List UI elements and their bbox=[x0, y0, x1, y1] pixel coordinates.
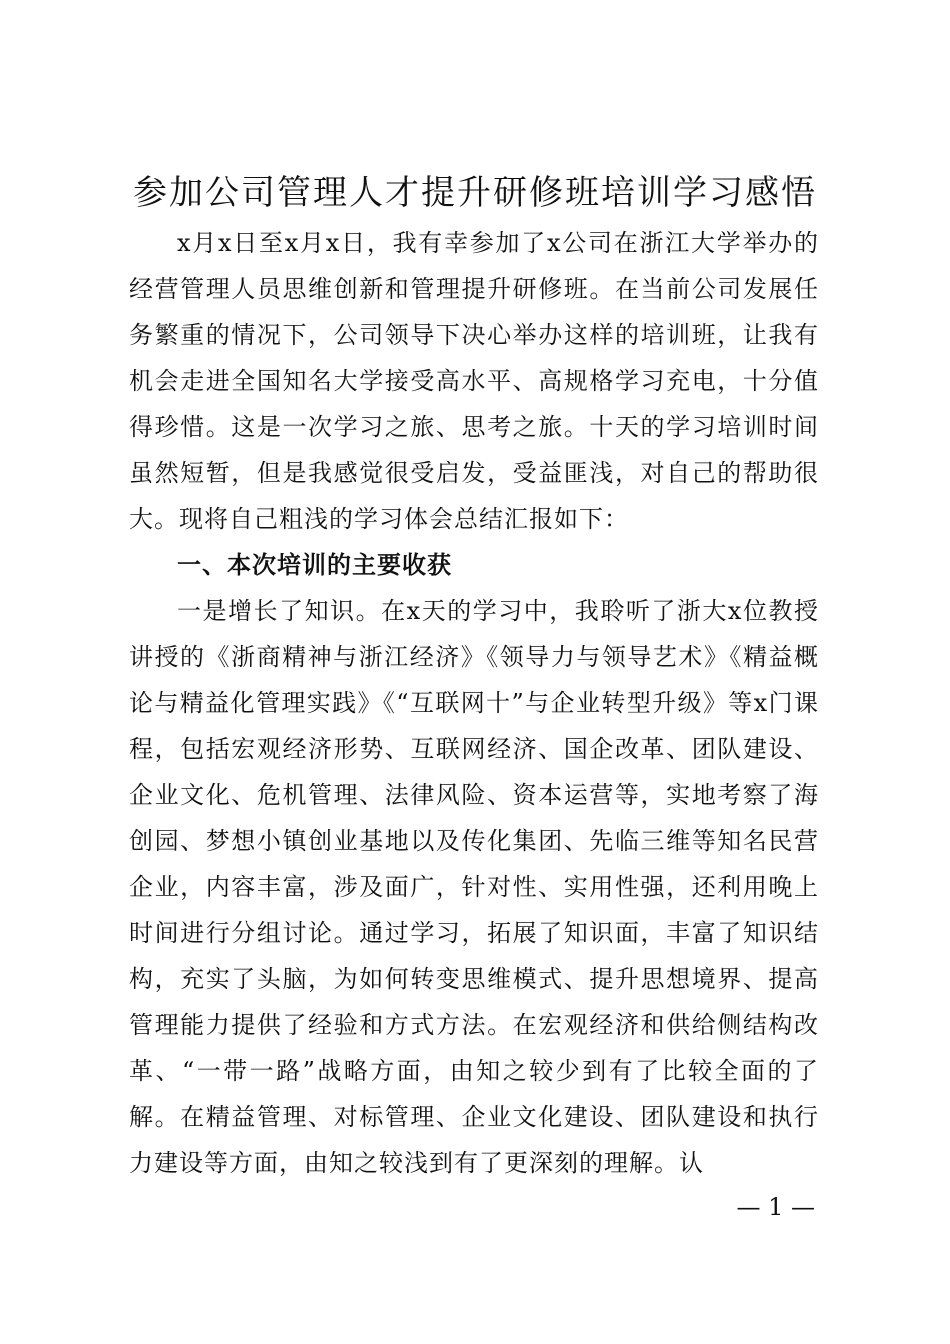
page-number: — 1 — bbox=[736, 1193, 815, 1221]
section-paragraph: 一是增长了知识。在x天的学习中，我聆听了浙大x位教授讲授的《浙商精神与浙江经济》《领导力与领导艺术》《精益概论与精益化管理实践》《“互联网十”与企业转型升级》等x门课程，包括宏观经济形势、互联网经济、国企改革、团队建设、企业文化、危机管理、法律风险、资本运营等，实地考察了海创园、梦想小镇创业基地以及传化集团、先临三维等知名民营企业，内容丰富，涉及面广，针对性、实用性强，还利用晚上时间进行分组讨论。通过学习，拓展了知识面，丰富了知识结构，充实了头脑，为如何转变思维模式、提升思想境界、提高管理能力提供了经验和方式方法。在宏观经济和供给侧结构改革、“一带一路”战略方面，由知之较少到有了比较全面的了解。在精益管理、对标管理、企业文化建设、团队建设和执行力建设等方面，由知之较浅到有了更深刻的理解。认 bbox=[129, 597, 819, 1177]
document-body bbox=[129, 220, 819, 1186]
section-heading: 一、本次培训的主要收获 bbox=[177, 551, 452, 579]
document-title: 参加公司管理人才提升研修班培训学习感悟 bbox=[133, 173, 817, 213]
intro-paragraph: x月x日至x月x日，我有幸参加了x公司在浙江大学举办的经营管理人员思维创新和管理提升研修班。在当前公司发展任务繁重的情况下，公司领导下决心举办这样的培训班，让我有机会走进全国知名大学接受高水平、高规格学习充电，十分值得珍惜。这是一次学习之旅、思考之旅。十天的学习培训时间虽然短暂，但是我感觉很受启发，受益匪浅，对自己的帮助很大。现将自己粗浅的学习体会总结汇报如下： bbox=[129, 229, 819, 533]
